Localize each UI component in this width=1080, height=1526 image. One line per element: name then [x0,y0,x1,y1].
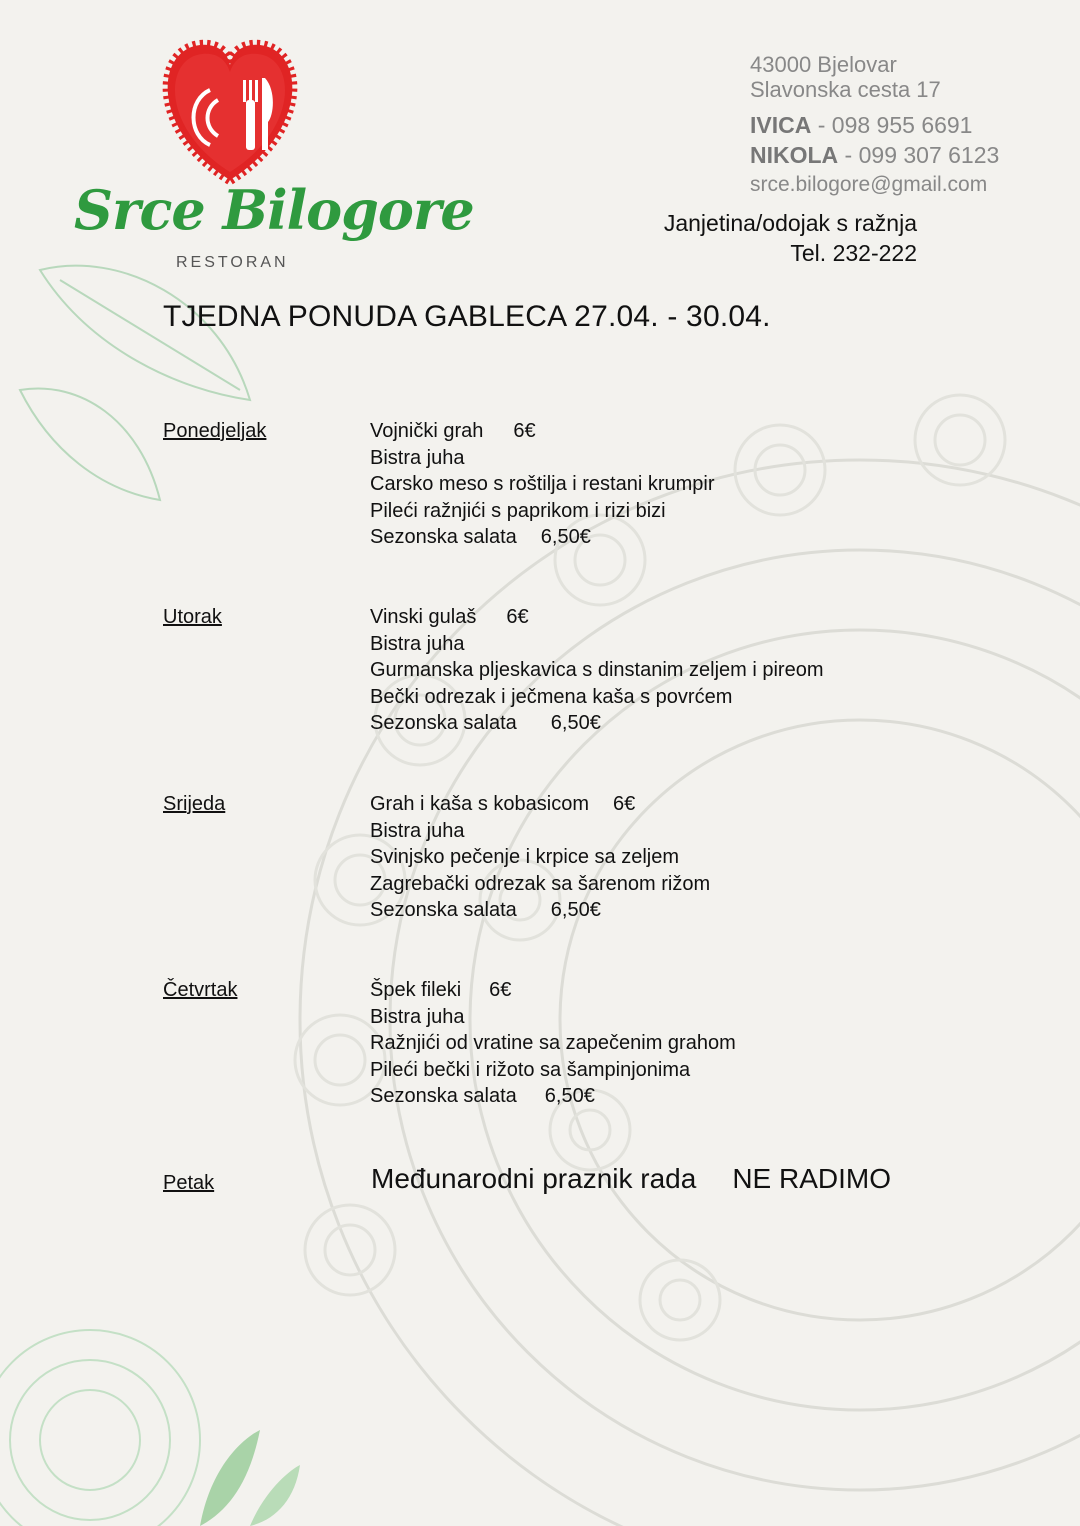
salad-price: 6,50€ [544,1085,595,1107]
dish: Bečki odrezak i ječmena kaša s povrćem [370,685,733,708]
dish: Pileći ražnjići s paprikom i rizi bizi [370,499,666,522]
day-label-thursday: Četvrtak [163,979,238,1001]
salad-price: 6,50€ [550,712,601,734]
day-label-monday: Ponedjeljak [163,420,267,442]
salad-price: 6,50€ [540,526,591,548]
salad-name: Sezonska salata [370,899,517,921]
menu-thursday [370,977,736,1110]
phone-number: - 099 307 6123 [838,142,1000,168]
address-line1: 43000 Bjelovar [750,52,897,77]
dish: Pileći bečki i rižoto sa šampinjonima [370,1058,691,1081]
tel-label: Tel. [790,240,833,266]
promo-tel [664,238,917,268]
brand-subtitle: RESTORAN [176,254,289,271]
soup: Bistra juha [370,1005,465,1028]
heart-logo-icon [60,30,400,280]
salad [370,524,715,551]
address-line2: Slavonska cesta 17 [750,77,941,102]
menu-tuesday [370,604,824,737]
soup: Bistra juha [370,446,465,469]
menu-monday [370,418,715,551]
salad [370,710,824,737]
dish: Zagrebački odrezak sa šarenom rižom [370,872,711,895]
main-dish-name: Špek fileki [370,979,462,1001]
menu-wednesday [370,791,710,924]
dish: Gurmanska pljeskavica s dinstanim zeljem i pireom [370,659,824,681]
day-label-friday: Petak [163,1172,215,1194]
email: srce.bilogore@gmail.com [750,173,988,196]
salad [370,1083,736,1110]
main-dish-price: 6€ [489,979,512,1001]
phone-name: IVICA [750,112,812,138]
main-dish-price: 6€ [513,420,536,442]
closed-text: NE RADIMO [732,1163,891,1194]
day-label-wednesday: Srijeda [163,793,226,815]
phone-name: NIKOLA [750,142,839,168]
promo-block [664,208,917,268]
friday-notice [371,1163,891,1195]
day-label-tuesday: Utorak [163,606,222,628]
salad-name: Sezonska salata [370,712,517,734]
phone-nikola [750,140,999,170]
salad-name: Sezonska salata [370,526,517,548]
promo-line: Janjetina/odojak s ražnja [663,210,917,236]
dish: Svinjsko pečenje i krpice sa zeljem [370,846,680,868]
phone-number: - 098 955 6691 [811,112,973,138]
main-dish [370,418,715,445]
main-dish [370,977,736,1004]
main-dish [370,604,824,631]
main-dish-name: Grah i kaša s kobasicom [370,793,589,815]
phone-ivica [750,110,999,140]
dish: Ražnjići od vratine sa zapečenim grahom [370,1032,736,1054]
main-dish-name: Vojnički grah [370,420,484,442]
page-title: TJEDNA PONUDA GABLECA 27.04. - 30.04. [163,300,771,333]
salad-name: Sezonska salata [370,1085,517,1107]
contact-block [750,52,999,197]
brand-name: Srce Bilogore [74,178,474,242]
main-dish-price: 6€ [506,606,529,628]
holiday-text: Međunarodni praznik rada [371,1163,697,1194]
tel-number: 232-222 [832,240,917,266]
salad [370,897,710,924]
soup: Bistra juha [370,632,465,655]
main-dish [370,791,710,818]
main-dish-name: Vinski gulaš [370,606,477,628]
dish: Carsko meso s roštilja i restani krumpir [370,473,715,495]
soup: Bistra juha [370,819,465,842]
main-dish-price: 6€ [612,793,636,815]
salad-price: 6,50€ [550,899,601,921]
